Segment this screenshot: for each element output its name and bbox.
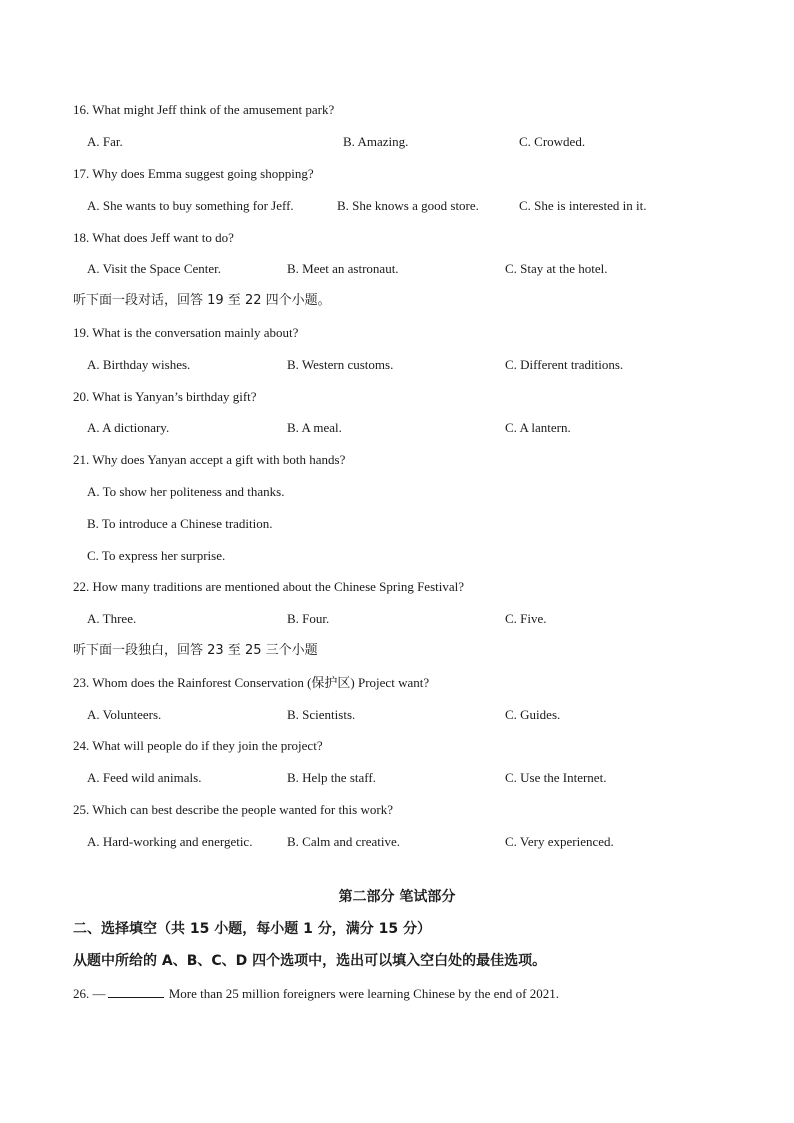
q23-option-b: B. Scientists. <box>287 707 356 722</box>
q22-option-a: A. Three. <box>87 611 137 626</box>
q25-option-b: B. Calm and creative. <box>287 834 400 849</box>
q21-option-a: A. To show her politeness and thanks. <box>87 484 285 499</box>
q22-option-b: B. Four. <box>287 611 330 626</box>
q24-option-b: B. Help the staff. <box>287 770 376 785</box>
q18-option-a: A. Visit the Space Center. <box>87 261 222 276</box>
q19-option-a: A. Birthday wishes. <box>87 357 191 372</box>
question-18-stem: 18. What does Jeff want to do? <box>73 230 234 245</box>
q21-option-b: B. To introduce a Chinese tradition. <box>87 516 273 531</box>
q26-prefix: 26. — <box>73 986 106 1001</box>
q17-option-b: B. She knows a good store. <box>337 198 479 213</box>
q16-option-c: C. Crowded. <box>519 134 586 149</box>
q16-option-b: B. Amazing. <box>343 134 409 149</box>
question-25-stem: 25. Which can best describe the people wanted for this work? <box>73 802 393 817</box>
question-19-stem: 19. What is the conversation mainly about? <box>73 325 299 340</box>
q17-option-a: A. She wants to buy something for Jeff. <box>87 198 294 213</box>
question-16-stem: 16. What might Jeff think of the amusement park? <box>73 102 335 117</box>
q23-option-c: C. Guides. <box>505 707 561 722</box>
q20-option-c: C. A lantern. <box>505 420 571 435</box>
q26-text: More than 25 million foreigners were learning Chinese by the end of 2021. <box>165 986 560 1001</box>
q20-option-b: B. A meal. <box>287 420 342 435</box>
question-17-stem: 17. Why does Emma suggest going shopping? <box>73 166 314 181</box>
question-21-stem: 21. Why does Yanyan accept a gift with both hands? <box>73 452 346 467</box>
q24-option-c: C. Use the Internet. <box>505 770 607 785</box>
question-22-stem: 22. How many traditions are mentioned about the Chinese Spring Festival? <box>73 579 465 594</box>
section-two-instruction: 从题中所给的 A、B、C、D 四个选项中，选出可以填入空白处的最佳选项。 <box>73 953 547 969</box>
question-24-stem: 24. What will people do if they join the project? <box>73 738 323 753</box>
question-23-stem: 23. Whom does the Rainforest Conservation (保护区) Project want? <box>73 675 430 690</box>
question-20-stem: 20. What is Yanyan’s birthday gift? <box>73 389 257 404</box>
section-two-heading: 二、选择填空（共 15 小题，每小题 1 分，满分 15 分） <box>73 921 431 937</box>
q25-option-c: C. Very experienced. <box>505 834 614 849</box>
q18-option-c: C. Stay at the hotel. <box>505 261 608 276</box>
q23-option-a: A. Volunteers. <box>87 707 162 722</box>
q20-option-a: A. A dictionary. <box>87 420 170 435</box>
q19-option-c: C. Different traditions. <box>505 357 624 372</box>
q17-option-c: C. She is interested in it. <box>519 198 647 213</box>
q25-option-a: A. Hard-working and energetic. <box>87 834 253 849</box>
listening-instruction-19-22: 听下面一段对话，回答 19 至 22 四个小题。 <box>73 293 331 308</box>
q21-option-c: C. To express her surprise. <box>87 548 226 563</box>
part-two-title: 第二部分 笔试部分 <box>338 889 456 905</box>
q22-option-c: C. Five. <box>505 611 547 626</box>
q18-option-b: B. Meet an astronaut. <box>287 261 399 276</box>
question-26 <box>73 985 559 1002</box>
q24-option-a: A. Feed wild animals. <box>87 770 202 785</box>
q26-answer-blank <box>108 985 164 998</box>
q16-option-a: A. Far. <box>87 134 123 149</box>
q19-option-b: B. Western customs. <box>287 357 394 372</box>
listening-instruction-23-25: 听下面一段独白，回答 23 至 25 三个小题 <box>73 643 318 658</box>
